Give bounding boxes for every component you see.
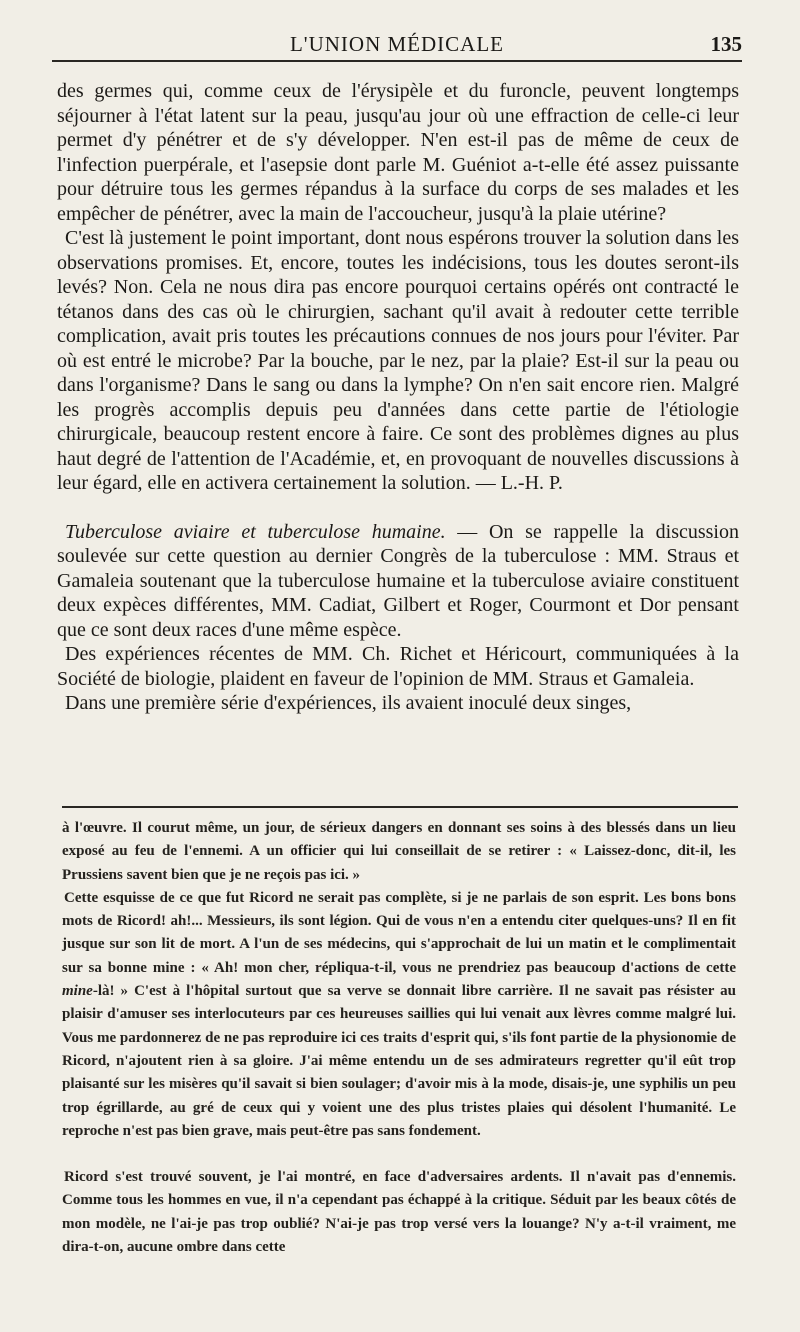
section-title: Tuberculose aviaire et tuberculose humaine. — [65, 520, 446, 543]
paragraph-premiere-serie: Dans une première série d'expériences, ils avaient inoculé deux singes, — [65, 692, 632, 714]
running-header — [52, 28, 742, 62]
footnote-paragraph-esprit — [62, 887, 736, 1143]
paragraph-tuberculose — [57, 520, 739, 643]
footnote-paragraph-oeuvre: à l'œuvre. Il courut même, un jour, de sérieux dangers en donnant ses soins à des blessés dans un lieu exposé au feu de l'ennemi. A un officier qui lui conseillait de se retirer : « Laissez-donc, dit-il, les Prussiens savent bien que je ne reçois pas ici. » — [62, 820, 736, 883]
paragraph-germes: des germes qui, comme ceux de l'érysipèle et du furoncle, peuvent longtemps séjourner à l'état latent sur la peau, jusqu'au jour où une effraction de celle-ci leur permet d'y pénétrer et de s'y développer. N'en est-il pas de même de ceux de l'infection puerpérale, et l'asepsie dont parle M. Guéniot a-t-elle été assez puissante pour détruire tous les germes répandus à la surface du corps de ses malades et les empêcher de pénétrer, avec la main de l'accoucheur, jusqu'à la plaie utérine? — [57, 80, 739, 225]
paragraph-experiences: Des expériences récentes de MM. Ch. Richet et Héricourt, communiquées à la Société de biologie, plaident en faveur de l'opinion de MM. Straus et Gamaleia. — [57, 643, 739, 690]
footnote-esprit-text-a: Cette esquisse de ce que fut Ricord ne serait pas complète, si je ne parlais de son esprit. Les bons bons mots de Ricord! ah!... Messieurs, ils sont légion. Qui de vous n'en a entendu citer quelques-uns? Il en fit jusque sur son lit de mort. A l'un de ses médecins, qui s'approchait de lui un matin et le complimentait sur sa bonne mine : « Ah! mon cher, répliqua-t-il, vous ne prendriez pas beaucoup d'actions de cette — [62, 889, 736, 976]
paragraph-point-important: C'est là justement le point important, dont nous espérons trouver la solution dans les observations promises. Et, encore, toutes les indécisions, tous les doutes seront-ils levés? Non. Cela ne nous dira pas encore pourquoi certains opérés ont contracté le tétanos dans des cas où le chirurgien, sachant qu'il avait à redouter cette terrible complication, avait pris toutes les précautions connues de nos jours pour l'éviter. Par où est entré le microbe? Par la bouche, par le nez, par la plaie? Est-il sur la peau ou dans l'organisme? Dans le sang ou dans la lymphe? On n'en sait encore rien. Malgré les progrès accomplis depuis peu d'années dans cette partie de l'étiologie chirurgicale, beaucoup restent encore à faire. Ce sont des problèmes dignes au plus haut degré de l'attention de l'Académie, et, en provoquant de nouvelles discussions à leur égard, elle en activera certainement la solution. — L.-H. P. — [57, 227, 739, 494]
section-text: — On se rappelle la discussion soulevée sur cette question au dernier Congrès de la tuberculose : MM. Straus et Gamaleia soutenant que la tuberculose humaine et la tuberculose aviaire constituent deux expèces différentes, MM. Cadiat, Gilbert et Roger, Courmont et Dor pensant que ce sont deux races d'une même espèce. — [57, 520, 739, 641]
footnote-paragraph-ennemis: Ricord s'est trouvé souvent, je l'ai montré, en face d'adversaires ardents. Il n'avait pas d'ennemis. Comme tous les hommes en vue, il n'a cependant pas échappé à la critique. Séduit par les beaux côtés de mon modèle, ne l'ai-je pas trop oublié? N'ai-je pas trop versé vers la louange? N'y a-t-il vraiment, me dira-t-on, aucune ombre dans cette — [62, 1169, 736, 1256]
journal-title: L'UNION MÉDICALE — [289, 32, 504, 56]
footnote-separator — [62, 806, 738, 808]
page-number: 135 — [710, 32, 742, 56]
footnote-italic-word: mine — [62, 983, 93, 1000]
footnote-esprit-text-b: -là! » C'est à l'hôpital surtout que sa verve se donnait libre carrière. Il ne savait pas résister au plaisir d'amuser ses interlocuteurs par ces heureuses saillies qui lui venait aux lèvres comme malgré lui. Vous me pardonnerez de ne pas reproduire ici ces traits d'esprit qui, s'ils font partie de la physionomie de Ricord, n'ajoutent rien à sa gloire. J'ai même entendu un de ses admirateurs regretter qu'il eût trop plaisanté sur les misères qu'il savait si bien soulager; d'avoir mis à la mode, disais-je, une syphilis un peu trop égrillarde, au gré de ceux qui y voient une des plus tristes plaies qui désolent l'humanité. Le reproche n'est pas bien grave, mais peut-être pas sans fondement. — [62, 983, 736, 1139]
footnote — [62, 817, 736, 1259]
main-text — [57, 79, 739, 716]
